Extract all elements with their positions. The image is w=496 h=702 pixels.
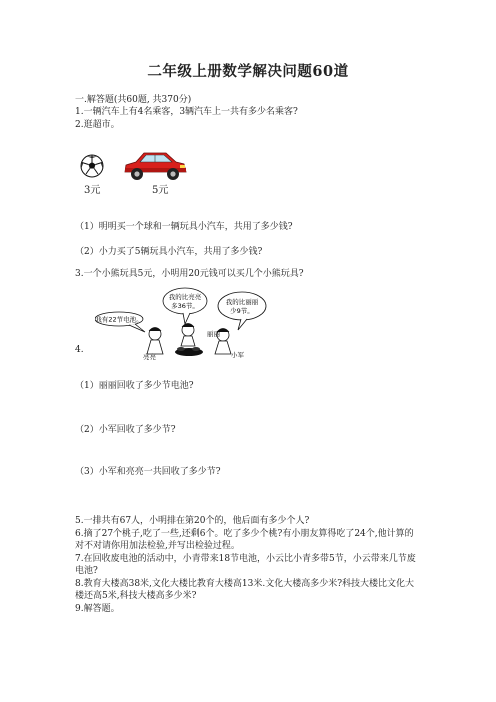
question-8: 8.教育大楼高38米,文化大楼比教育大楼高13米.文化大楼高多少米?科技大楼比文化大楼还高5米,科技大楼高多少米? [75, 579, 415, 601]
name-lili: 丽丽 [207, 330, 220, 338]
bubble-right-text-2: 少9节。 [230, 307, 254, 315]
question-7: 7.在回收废电池的活动中，小青带来18节电池，小云比小青多带5节，小云带来几节废电池? [75, 554, 416, 576]
question-1: 1.一辆汽车上有4名乘客，3辆汽车上一共有多少名乘客? [75, 107, 298, 117]
question-4-part-1: （1）丽丽回收了多少节电池? [75, 381, 194, 391]
question-4-part-2: （2）小军回收了多少节? [75, 425, 176, 435]
bubble-middle-text-1: 我的比亮亮 [168, 293, 202, 301]
question-9: 9.解答题。 [75, 604, 120, 614]
question-2-part-1: （1）明明买一个球和一辆玩具小汽车，共用了多少钱? [75, 222, 293, 232]
name-liangliang: 亮亮 [143, 353, 156, 360]
bubble-left-text: 我有22节电池。 [95, 315, 143, 324]
question-4-part-3: （3）小军和亮亮一共回收了多少节? [75, 467, 221, 477]
bubble-middle-text-2: 多36节。 [171, 302, 199, 310]
question-3: 3.一个小熊玩具5元，小明用20元钱可以买几个小熊玩具? [75, 269, 304, 279]
section-header: 一.解答题(共60题, 共370分) [75, 95, 192, 105]
car-price: 5元 [152, 185, 169, 196]
question-2-part-2: （2）小力买了5辆玩具小汽车，共用了多少钱? [75, 247, 263, 257]
kid-left [147, 328, 163, 355]
name-xiaojun: 小军 [231, 351, 244, 359]
ball-price: 3元 [84, 185, 101, 196]
question-2: 2.逛超市。 [75, 120, 120, 130]
page-title: 二年级上册数学解决问题60道 [147, 63, 349, 80]
bubble-right-text-1: 我的比丽丽 [225, 298, 259, 306]
question-6: 6.摘了27个桃子,吃了一些,还剩6个。吃了多少个桃?有小朋友算得吃了24个,他计算的对不对请你用加法检验,并写出检验过程。 [75, 529, 414, 551]
question-4: 4. [75, 345, 84, 355]
kid-middle [181, 324, 195, 347]
toy-car-icon [122, 148, 188, 184]
question-5: 5.一排共有67人，小明排在第20个的，他后面有多少个人? [75, 516, 310, 526]
soccer-ball-icon [80, 154, 104, 178]
battery-recycling-illustration [95, 282, 330, 360]
